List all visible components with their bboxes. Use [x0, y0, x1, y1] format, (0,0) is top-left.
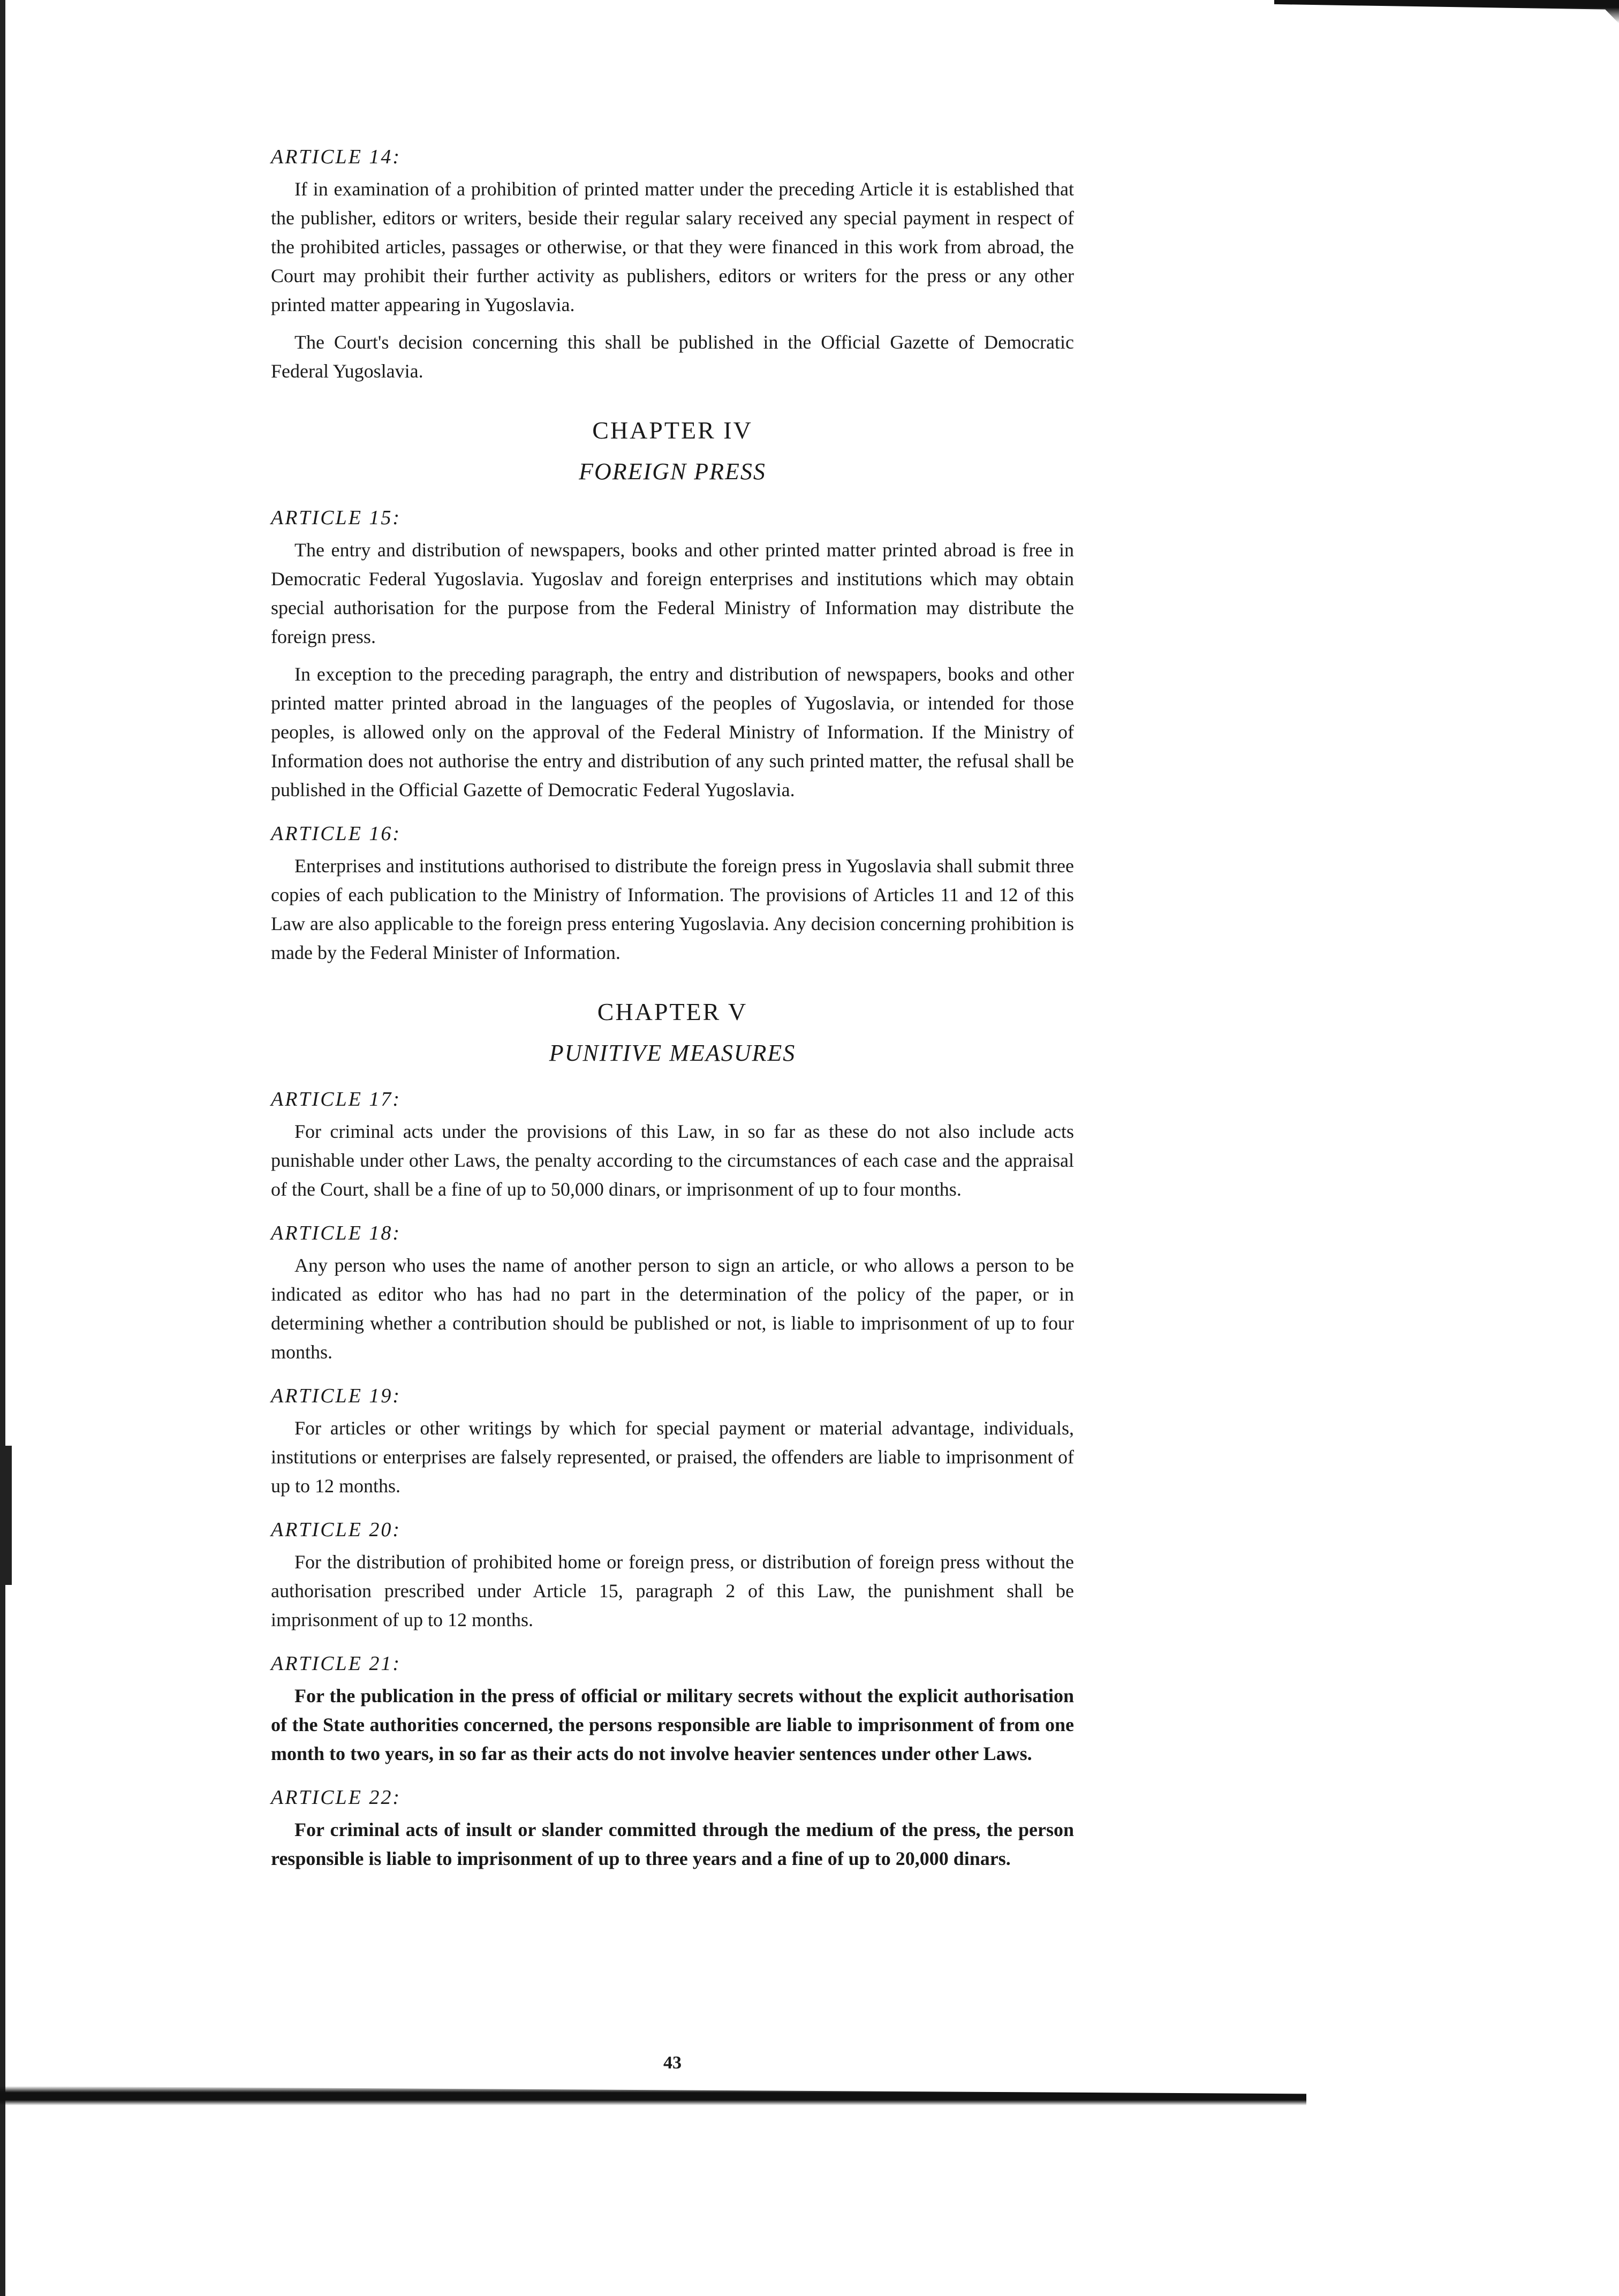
article-heading: ARTICLE 21:	[271, 1652, 402, 1675]
article-18	[271, 1220, 1074, 1366]
article-paragraph: For the distribution of prohibited home or foreign press, or distribution of foreign press without the authorisation prescribed under Article 15, paragraph 2 of this Law, the punishment shall be imprisonment of up to 12 months.	[271, 1551, 1074, 1630]
page-number: 43	[663, 2053, 682, 2073]
article-heading: ARTICLE 18:	[271, 1222, 402, 1244]
chapter-title: CHAPTER IV	[592, 417, 753, 444]
article-paragraph: Enterprises and institutions authorised to distribute the foreign press in Yugoslavia shall submit three copies of each publication to the Ministry of Information. The provisions of Articles 11 and 12 of this Law are also applicable to the foreign press entering Yugoslavia. Any decision concerning prohibition is made by the Federal Minister of Information.	[271, 855, 1074, 963]
document-page	[271, 144, 1074, 2073]
article-16	[271, 820, 1074, 967]
article-heading: ARTICLE 15:	[271, 507, 402, 529]
article-heading: ARTICLE 17:	[271, 1088, 402, 1111]
scan-edge-bottom	[0, 2086, 1306, 2105]
article-22	[271, 1784, 1074, 1873]
article-heading: ARTICLE 20:	[271, 1519, 402, 1541]
article-19	[271, 1383, 1074, 1500]
article-paragraph: For criminal acts of insult or slander committed through the medium of the press, the person responsible is liable to imprisonment of up to three years and a fine of up to 20,000 dinars.	[271, 1819, 1074, 1869]
article-paragraph: The Court's decision concerning this shall be published in the Official Gazette of Democratic Federal Yugoslavia.	[271, 331, 1074, 382]
article-14	[271, 144, 1074, 386]
article-17	[271, 1086, 1074, 1204]
article-heading: ARTICLE 14:	[271, 146, 402, 168]
article-heading: ARTICLE 16:	[271, 822, 402, 845]
article-21	[271, 1650, 1074, 1768]
article-paragraph: For articles or other writings by which for special payment or material advantage, individuals, institutions or enterprises are falsely represented, or praised, the offenders are liable to imprisonment of up to 12 months.	[271, 1417, 1074, 1497]
chapter-subtitle: PUNITIVE MEASURES	[549, 1040, 796, 1066]
scan-mark-left	[5, 1446, 12, 1585]
chapter-subtitle: FOREIGN PRESS	[579, 458, 766, 485]
scan-edge-top	[1274, 0, 1619, 24]
article-paragraph: Any person who uses the name of another person to sign an article, or who allows a person to be indicated as editor who has had no part in the determination of the policy of the paper, or in determining whether a contribution should be published or not, is liable to imprisonment of up to four months.	[271, 1255, 1074, 1363]
article-heading: ARTICLE 19:	[271, 1385, 402, 1407]
article-20	[271, 1516, 1074, 1634]
article-paragraph: The entry and distribution of newspapers, books and other printed matter printed abroad is free in Democratic Federal Yugoslavia. Yugoslav and foreign enterprises and institutions which may obtain special authorisation for the purpose from the Federal Ministry of Information may distribute the foreign press.	[271, 539, 1074, 647]
scan-edge-left	[0, 0, 5, 2296]
article-paragraph: For criminal acts under the provisions of this Law, in so far as these do not also include acts punishable under other Laws, the penalty according to the circumstances of each case and the appraisal of the Court, shall be a fine of up to 50,000 dinars, or imprisonment of up to four months.	[271, 1121, 1074, 1200]
article-paragraph: If in examination of a prohibition of printed matter under the preceding Article it is established that the publisher, editors or writers, beside their regular salary received any special payment in respect of the prohibited articles, passages or otherwise, or that they were financed in this work from abroad, the Court may prohibit their further activity as publishers, editors or writers for the press or any other printed matter appearing in Yugoslavia.	[271, 178, 1074, 315]
article-paragraph: For the publication in the press of official or military secrets without the explicit authorisation of the State authorities concerned, the persons responsible are liable to imprisonment of from one month to two years, in so far as their acts do not involve heavier sentences under other Laws.	[271, 1685, 1074, 1764]
article-15	[271, 504, 1074, 804]
article-heading: ARTICLE 22:	[271, 1786, 402, 1809]
chapter-title: CHAPTER V	[597, 998, 748, 1025]
article-paragraph: In exception to the preceding paragraph, the entry and distribution of newspapers, books and other printed matter printed abroad in the languages of the peoples of Yugoslavia, or intended for those peoples, is allowed only on the approval of the Federal Ministry of Information. If the Ministry of Information does not authorise the entry and distribution of any such printed matter, the refusal shall be published in the Official Gazette of Democratic Federal Yugoslavia.	[271, 663, 1074, 800]
